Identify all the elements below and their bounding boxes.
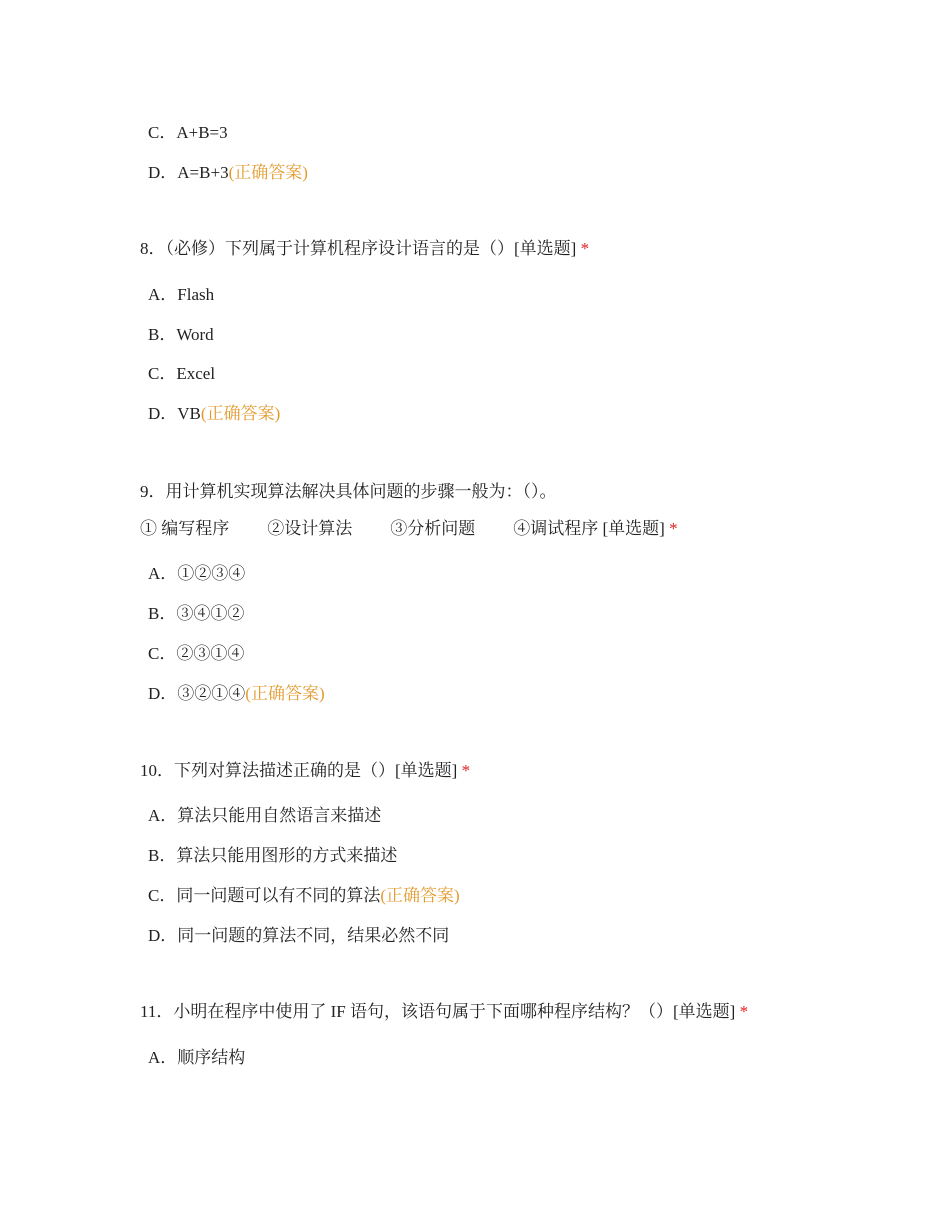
option-a[interactable] (148, 1047, 245, 1069)
step-4: ④调试程序 [单选题] (513, 519, 665, 538)
question-text: 9．用计算机实现算法解决具体问题的步骤一般为：（）。 (140, 482, 557, 501)
option-b[interactable] (148, 324, 214, 346)
option-label: B．③④①② (148, 604, 245, 623)
required-marker: * (580, 239, 590, 258)
option-c[interactable] (148, 643, 244, 665)
question-steps (140, 518, 678, 540)
option-b[interactable] (148, 845, 397, 867)
step-3: ③分析问题 (390, 519, 476, 538)
required-marker: * (669, 519, 678, 538)
option-c[interactable] (148, 122, 228, 144)
question-text: 8．（必修）下列属于计算机程序设计语言的是（）[单选题] (140, 239, 577, 258)
option-c[interactable] (148, 363, 215, 385)
option-label: C．A+B=3 (148, 123, 228, 142)
question-text: 11．小明在程序中使用了 IF 语句，该语句属于下面哪种程序结构？（）[单选题] (140, 1002, 736, 1021)
option-label: B．算法只能用图形的方式来描述 (148, 846, 398, 865)
option-label: A．顺序结构 (148, 1048, 246, 1067)
correct-answer-tag: (正确答案) (380, 886, 460, 905)
option-label: A．Flash (148, 285, 215, 304)
option-label: D．VB (148, 404, 201, 423)
correct-answer-tag: (正确答案) (245, 684, 325, 703)
option-label: C．Excel (148, 364, 216, 383)
option-d[interactable] (148, 162, 308, 184)
option-a[interactable] (148, 563, 245, 585)
option-c[interactable] (148, 885, 460, 907)
option-label: C．②③①④ (148, 644, 245, 663)
option-label: B．Word (148, 325, 214, 344)
step-1: ① 编写程序 (140, 519, 230, 538)
question-title (140, 238, 589, 260)
correct-answer-tag: (正确答案) (228, 163, 308, 182)
question-title (140, 1001, 748, 1023)
option-label: A．算法只能用自然语言来描述 (148, 806, 382, 825)
option-d[interactable] (148, 925, 449, 947)
step-2: ②设计算法 (267, 519, 353, 538)
option-a[interactable] (148, 284, 214, 306)
correct-answer-tag: (正确答案) (200, 404, 281, 423)
option-label: D．③②①④ (148, 684, 246, 703)
required-marker: * (461, 761, 471, 780)
required-marker: * (739, 1002, 749, 1021)
option-a[interactable] (148, 805, 381, 827)
option-label: D．A=B+3 (148, 163, 229, 182)
question-title (140, 481, 557, 503)
question-text: 10．下列对算法描述正确的是（）[单选题] (140, 761, 458, 780)
option-label: A．①②③④ (148, 564, 246, 583)
option-d[interactable] (148, 683, 325, 705)
option-b[interactable] (148, 603, 244, 625)
option-label: D．同一问题的算法不同，结果必然不同 (148, 926, 450, 945)
option-label: C．同一问题可以有不同的算法 (148, 886, 381, 905)
option-d[interactable] (148, 403, 280, 425)
question-title (140, 760, 470, 782)
